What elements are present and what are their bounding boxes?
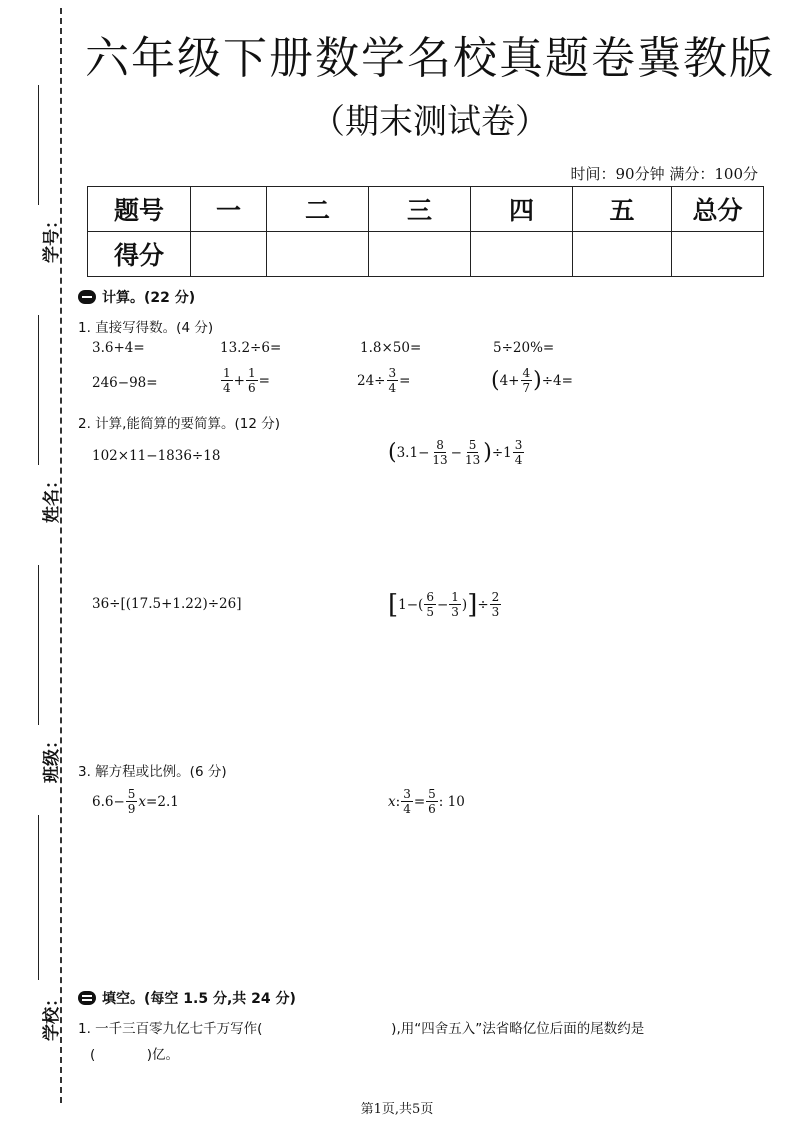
fraction: $\frac{5}{9}$ — [127, 787, 136, 816]
fraction: $\frac{5}{6}$ — [428, 787, 436, 816]
fraction: $\frac{1}{3}$ — [451, 590, 459, 619]
binding-dashed-line — [60, 8, 62, 1103]
header-cell: 二 — [267, 187, 369, 232]
school-line — [38, 815, 39, 980]
header-cell: 四 — [471, 187, 573, 232]
fraction: $\frac{3}{4}$ — [403, 787, 411, 816]
page-footer: 第1页,共5页 — [360, 1102, 434, 1117]
class-line — [38, 565, 39, 725]
side-field-student-id — [18, 85, 62, 265]
expr-1-3-a: 6.6− $\frac{5}{9}$ x =2.1 — [92, 787, 179, 816]
question-2-1-line-1: 1. 一千三百零九亿七千万写作( ),用“四舍五入”法省略亿位后面的尾数约是 — [78, 1021, 645, 1037]
section-1-heading-text: 计算。(22 分) — [102, 290, 196, 306]
expr-1-1-e: 246−98= — [92, 375, 158, 391]
question-2-1-line-2: ( )亿。 — [90, 1047, 180, 1063]
section-2-heading — [78, 988, 296, 1008]
score-table-header-row — [88, 187, 764, 232]
fraction: $\frac{8}{13}$ — [432, 438, 448, 467]
fraction: $\frac{1}{6}$ — [247, 366, 256, 395]
score-cell[interactable] — [369, 232, 471, 277]
side-field-name — [18, 315, 62, 523]
question-1-3-label: 3. 解方程或比例。(6 分) — [78, 764, 227, 780]
side-field-class — [18, 565, 62, 783]
expr-1-2-d: [ 1−( $\frac{6}{5}$ − $\frac{1}{3}$ ) ] ÷ $\frac{2}{3}$ — [388, 589, 500, 620]
section-two-icon — [78, 991, 96, 1005]
expr-1-2-c: 36÷[(17.5+1.22)÷26] — [92, 596, 242, 612]
expr-1-1-g: 24÷ $\frac{3}{4}$ = — [357, 366, 411, 395]
student-id-line — [38, 85, 39, 205]
expr-1-1-h: ( 4+ $\frac{4}{7}$ ) ÷4= — [491, 366, 573, 395]
page-subtitle: （期末测试卷） — [311, 102, 549, 142]
fraction: $\frac{1}{4}$ — [223, 366, 231, 395]
header-cell: 三 — [369, 187, 471, 232]
expr-1-1-f: $\frac{1}{4}$ + $\frac{1}{6}$ = — [223, 366, 270, 395]
header-cell: 五 — [573, 187, 672, 232]
school-label: 学校： — [42, 990, 62, 1041]
expr-1-1-d: 5÷20%= — [493, 340, 555, 356]
fraction: $\frac{3}{4}$ — [514, 438, 523, 467]
score-cell[interactable] — [573, 232, 672, 277]
score-row-label: 得分 — [88, 232, 191, 277]
expr-1-1-a: 3.6+4= — [92, 340, 145, 356]
score-cell[interactable] — [267, 232, 369, 277]
fraction: $\frac{3}{4}$ — [388, 366, 397, 395]
header-cell: 一 — [191, 187, 267, 232]
side-field-school — [18, 815, 62, 1041]
expr-1-3-b: x : $\frac{3}{4}$ = $\frac{5}{6}$ : 10 — [388, 787, 465, 816]
expr-1-1-c: 1.8×50= — [360, 340, 422, 356]
name-line — [38, 315, 39, 465]
time-info: 时间：90分钟 满分：100分 — [570, 165, 758, 183]
score-table-score-row — [88, 232, 764, 277]
section-1-heading — [78, 287, 195, 307]
fraction: $\frac{2}{3}$ — [491, 590, 500, 619]
section-one-icon — [78, 290, 96, 304]
score-table — [87, 186, 764, 277]
name-label: 姓名： — [42, 472, 62, 523]
expr-1-1-b: 13.2÷6= — [220, 340, 282, 356]
class-label: 班级： — [42, 732, 62, 783]
expr-1-2-a: 102×11−1836÷18 — [92, 448, 221, 464]
header-cell: 题号 — [88, 187, 191, 232]
section-2-heading-text: 填空。(每空 1.5 分,共 24 分) — [102, 991, 296, 1007]
fraction: $\frac{4}{7}$ — [522, 366, 531, 395]
student-id-label: 学号： — [42, 212, 62, 263]
question-1-2-label: 2. 计算,能简算的要简算。(12 分) — [78, 416, 280, 432]
fraction: $\frac{6}{5}$ — [426, 590, 434, 619]
header-cell: 总分 — [672, 187, 764, 232]
page-title: 六年级下册数学名校真题卷冀教版 — [85, 33, 775, 84]
expr-1-2-b: ( 3.1− $\frac{8}{13}$ − $\frac{5}{13}$ ) ÷1 $\frac{3}{4}$ — [388, 438, 523, 467]
score-cell[interactable] — [471, 232, 573, 277]
question-1-1-label: 1. 直接写得数。(4 分) — [78, 320, 214, 336]
fraction: $\frac{5}{13}$ — [464, 438, 481, 467]
score-cell[interactable] — [672, 232, 764, 277]
score-cell[interactable] — [191, 232, 267, 277]
